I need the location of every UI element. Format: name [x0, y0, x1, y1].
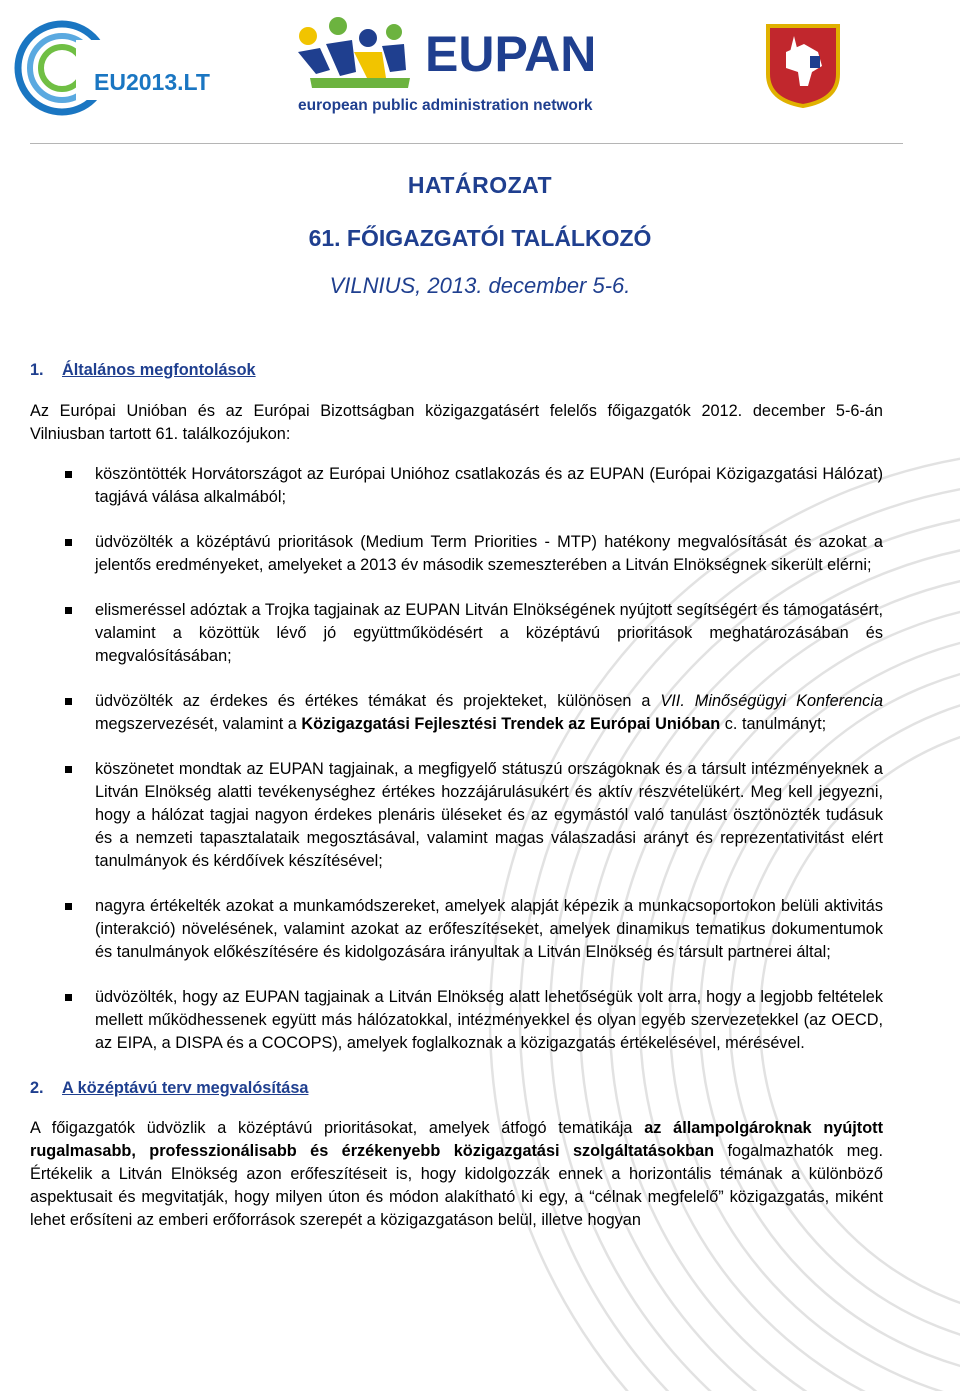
section-2-heading: [30, 1077, 883, 1100]
list-item: köszöntötték Horvátországot az Európai Unióhoz csatlakozás és az EUPAN (Európai Közigazgatási Hálózat) tagjává válása alkalmából;: [30, 463, 883, 509]
eu2013-presidency-logo: [12, 10, 232, 120]
header-divider: [30, 143, 903, 144]
list-item: üdvözölték a középtávú prioritások (Medium Term Priorities - MTP) hatékony megvalósítását és azokat a jelentős eredményeket, amelyeket a 2013 év második szemeszterében a Litván Elnökségnek sikerült elérni;: [30, 531, 883, 577]
square-bullet-icon: [65, 698, 72, 705]
eupan-wordmark: EUPAN: [425, 26, 597, 82]
section-1-title: Általános megfontolások: [62, 361, 256, 379]
square-bullet-icon: [65, 539, 72, 546]
document-body: [30, 359, 883, 1232]
section-1-number: 1.: [30, 361, 44, 379]
list-item: nagyra értékelték azokat a munkamódszereket, amelyek alapját képezik a munkacsoportokon belüli aktivitás (interakció) növelésének, valamint azokat az erőfeszítéseket, amelyek dinamikus tematikus dokumentumok és tanulmányok előkészítésére és kidolgozására irányultak a Litván Elnökség és társult partnerei által;: [30, 895, 883, 964]
eupan-logo: [290, 8, 620, 120]
square-bullet-icon: [65, 471, 72, 478]
section-1-bullet-list: [30, 463, 883, 1055]
section-2-number: 2.: [30, 1079, 44, 1097]
document-title: HATÁROZAT: [407, 172, 553, 198]
list-item: üdvözölték az érdekes és értékes témákat és projekteket, különösen a VII. Minőségügyi Konferencia megszervezését, valamint a Közigazgatási Fejlesztési Trendek az Európai Unióban c. tanulmányt;: [30, 690, 883, 736]
list-item: köszönetet mondtak az EUPAN tagjainak, a megfigyelő státuszú országoknak és a társult intézményeknek a Litván Elnökség alatti tevékenységhez értékes hozzájárulásukért és aktív részvételükért. Meg kell jegyezni, hogy a hálózat tagjai nagyon érdekes plenáris üléseket és az egymástól való tanulást ösztönözték tudásuk és a nemzeti tapasztalataik megosztásával, valamint magas válaszadási arányt és reprezentativitást elért tanulmányok és kérdőívek készítésével;: [30, 758, 883, 873]
eupan-subtitle: european public administration network: [298, 97, 593, 114]
page-header: [0, 0, 960, 140]
section-1-heading: [30, 359, 883, 382]
section-2-paragraph: A főigazgatók üdvözlik a középtávú prioritásokat, amelyek átfogó tematikája az állampolgároknak nyújtott rugalmasabb, professzionálisabb és érzékenyebb közigazgatási szolgáltatásokban fogalmazhatók meg. Értékelik a Litván Elnökség azon erőfeszítéseit is, hogy kidolgozzák ennek a horizontális témának a különböző aspektusait és megvitatják, hogy milyen úton és módon alakítható ki egy, a “célnak megfelelő” közigazgatás, miként lehet erősíteni az emberi erőforrások szerepét a közigazgatáson belül, illetve hogyan: [30, 1119, 884, 1229]
meeting-place-date: VILNIUS, 2013. december 5-6.: [329, 273, 631, 298]
list-item: üdvözölték, hogy az EUPAN tagjainak a Litván Elnökség alatt lehetőségük volt arra, hogy a legjobb feltételek mellett működhessenek együtt más hálózatokkal, intézményekkel és olyan egyéb szervezetekkel (az OECD, az EIPA, a DISPA és a COCOPS), amelyek foglalkoznak a közigazgatás értékelésével, mérésével.: [30, 986, 883, 1055]
square-bullet-icon: [65, 994, 72, 1001]
square-bullet-icon: [65, 903, 72, 910]
lithuania-vytis-crest-icon: [764, 22, 842, 108]
square-bullet-icon: [65, 766, 72, 773]
eu2013-logo-text: EU2013.LT: [94, 69, 210, 95]
list-item: elismeréssel adóztak a Trojka tagjainak az EUPAN Litván Elnökségének nyújtott segítségért és támogatásért, valamint a közöttük lévő jó együttműködésért a középtávú prioritások meghatározásában és megvalósításában;: [30, 599, 883, 668]
meeting-title: 61. FŐIGAZGATÓI TALÁLKOZÓ: [308, 225, 652, 251]
section-1-intro: Az Európai Unióban és az Európai Bizottságban közigazgatásért felelős főigazgatók 2012. december 5-6-án Vilniusban tartott 61. találkozójukon:: [30, 402, 883, 443]
section-2-title: A középtávú terv megvalósítása: [62, 1079, 309, 1097]
eupan-people-icon: [298, 17, 410, 88]
square-bullet-icon: [65, 607, 72, 614]
